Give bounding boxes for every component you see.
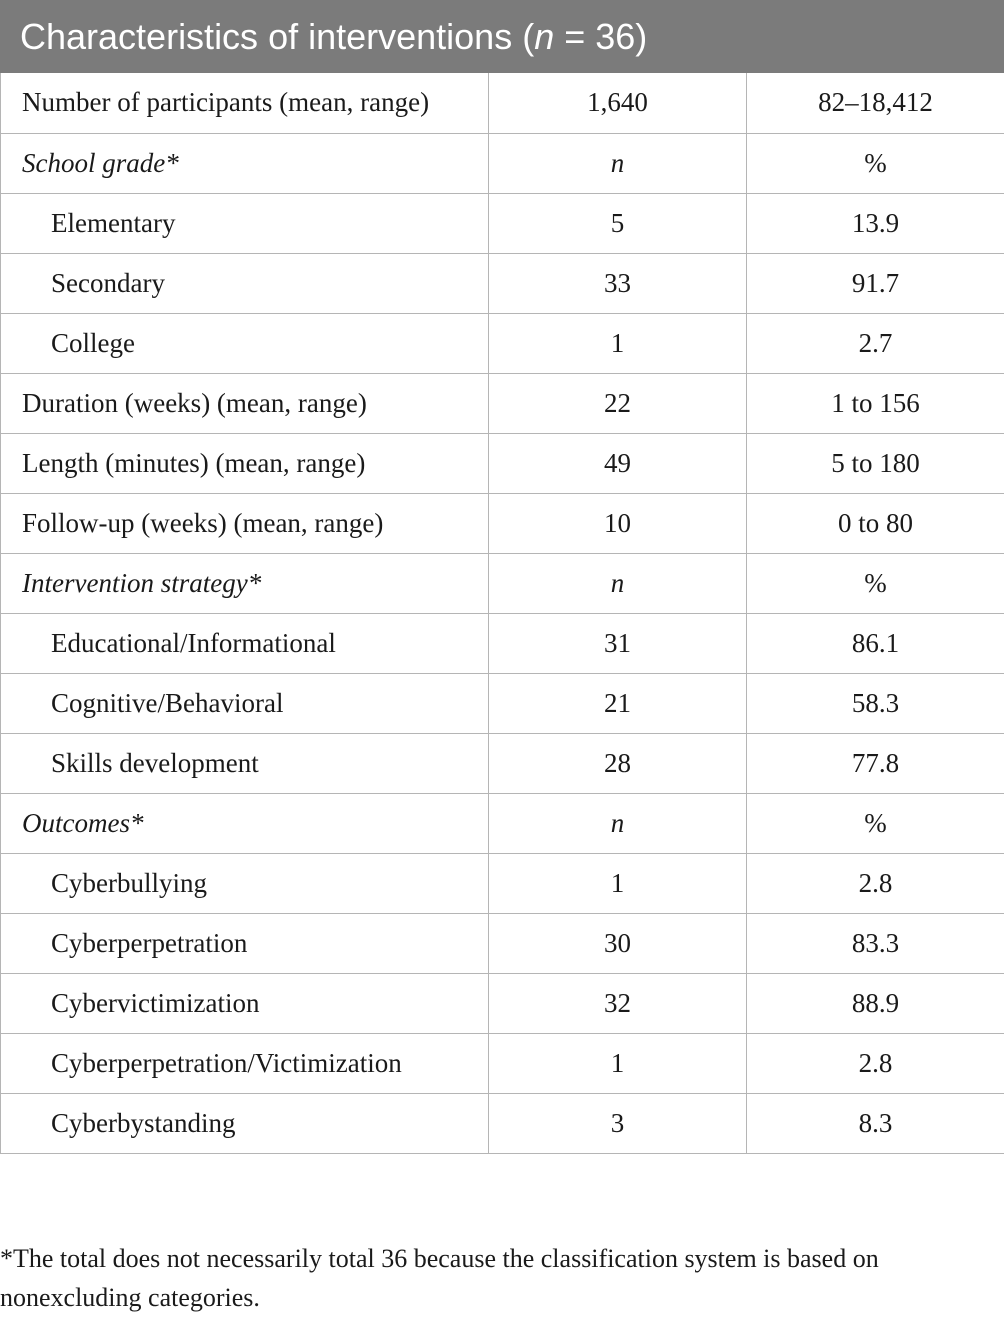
table-row	[1, 1093, 1004, 1153]
table-row	[1, 313, 1004, 373]
row-value-1: 3	[489, 1093, 747, 1153]
row-label: Cyberperpetration/Victimization	[1, 1033, 489, 1093]
section-header-row	[1, 133, 1004, 193]
table-row	[1, 733, 1004, 793]
row-value-1: 32	[489, 973, 747, 1033]
row-value-2: 2.8	[747, 853, 1004, 913]
row-value-1: 5	[489, 193, 747, 253]
row-value-1: 30	[489, 913, 747, 973]
row-label: Follow-up (weeks) (mean, range)	[1, 493, 489, 553]
row-value-2: 83.3	[747, 913, 1004, 973]
row-label: College	[1, 313, 489, 373]
table-row	[1, 853, 1004, 913]
section-header-row	[1, 793, 1004, 853]
column-header-percent: %	[747, 133, 1004, 193]
row-value-2: 0 to 80	[747, 493, 1004, 553]
column-header-n: n	[489, 553, 747, 613]
row-value-2: 82–18,412	[747, 73, 1004, 133]
table-row	[1, 973, 1004, 1033]
row-value-1: 31	[489, 613, 747, 673]
section-label: Outcomes*	[1, 793, 489, 853]
row-label: Duration (weeks) (mean, range)	[1, 373, 489, 433]
table-body	[1, 73, 1004, 1153]
row-label: Cybervictimization	[1, 973, 489, 1033]
table-title-suffix: = 36)	[554, 16, 648, 57]
row-value-2: 8.3	[747, 1093, 1004, 1153]
row-label: Cognitive/Behavioral	[1, 673, 489, 733]
row-value-2: 2.8	[747, 1033, 1004, 1093]
row-label: Cyberperpetration	[1, 913, 489, 973]
table-row	[1, 193, 1004, 253]
table-row	[1, 673, 1004, 733]
row-value-1: 49	[489, 433, 747, 493]
row-label: Educational/Informational	[1, 613, 489, 673]
table-footnote: *The total does not necessarily total 36 because the classification system is based on nonexcluding categories.	[0, 1244, 879, 1312]
row-label: Cyberbullying	[1, 853, 489, 913]
row-value-2: 2.7	[747, 313, 1004, 373]
row-value-2: 58.3	[747, 673, 1004, 733]
section-label: Intervention strategy*	[1, 553, 489, 613]
table-title	[0, 0, 1004, 73]
row-value-2: 13.9	[747, 193, 1004, 253]
row-value-1: 10	[489, 493, 747, 553]
row-label: Elementary	[1, 193, 489, 253]
row-label: Secondary	[1, 253, 489, 313]
table-row	[1, 433, 1004, 493]
table-row	[1, 1033, 1004, 1093]
table-title-prefix: Characteristics of interventions (	[20, 16, 535, 57]
column-header-percent: %	[747, 793, 1004, 853]
row-label: Number of participants (mean, range)	[1, 73, 489, 133]
table-row	[1, 913, 1004, 973]
row-value-2: 86.1	[747, 613, 1004, 673]
row-label: Length (minutes) (mean, range)	[1, 433, 489, 493]
column-header-n: n	[489, 793, 747, 853]
section-label: School grade*	[1, 133, 489, 193]
row-value-2: 77.8	[747, 733, 1004, 793]
characteristics-table	[0, 73, 1004, 1154]
row-value-1: 21	[489, 673, 747, 733]
row-value-2: 5 to 180	[747, 433, 1004, 493]
row-value-2: 88.9	[747, 973, 1004, 1033]
row-value-1: 22	[489, 373, 747, 433]
row-label: Skills development	[1, 733, 489, 793]
table-row	[1, 253, 1004, 313]
table-row	[1, 493, 1004, 553]
row-value-1: 1	[489, 313, 747, 373]
row-value-2: 91.7	[747, 253, 1004, 313]
row-value-1: 1	[489, 1033, 747, 1093]
row-value-1: 33	[489, 253, 747, 313]
table-title-n-variable: n	[534, 16, 555, 57]
section-header-row	[1, 553, 1004, 613]
row-value-2: 1 to 156	[747, 373, 1004, 433]
row-label: Cyberbystanding	[1, 1093, 489, 1153]
table-row	[1, 373, 1004, 433]
column-header-percent: %	[747, 553, 1004, 613]
table-row	[1, 73, 1004, 133]
row-value-1: 28	[489, 733, 747, 793]
row-value-1: 1	[489, 853, 747, 913]
table-row	[1, 613, 1004, 673]
row-value-1: 1,640	[489, 73, 747, 133]
column-header-n: n	[489, 133, 747, 193]
